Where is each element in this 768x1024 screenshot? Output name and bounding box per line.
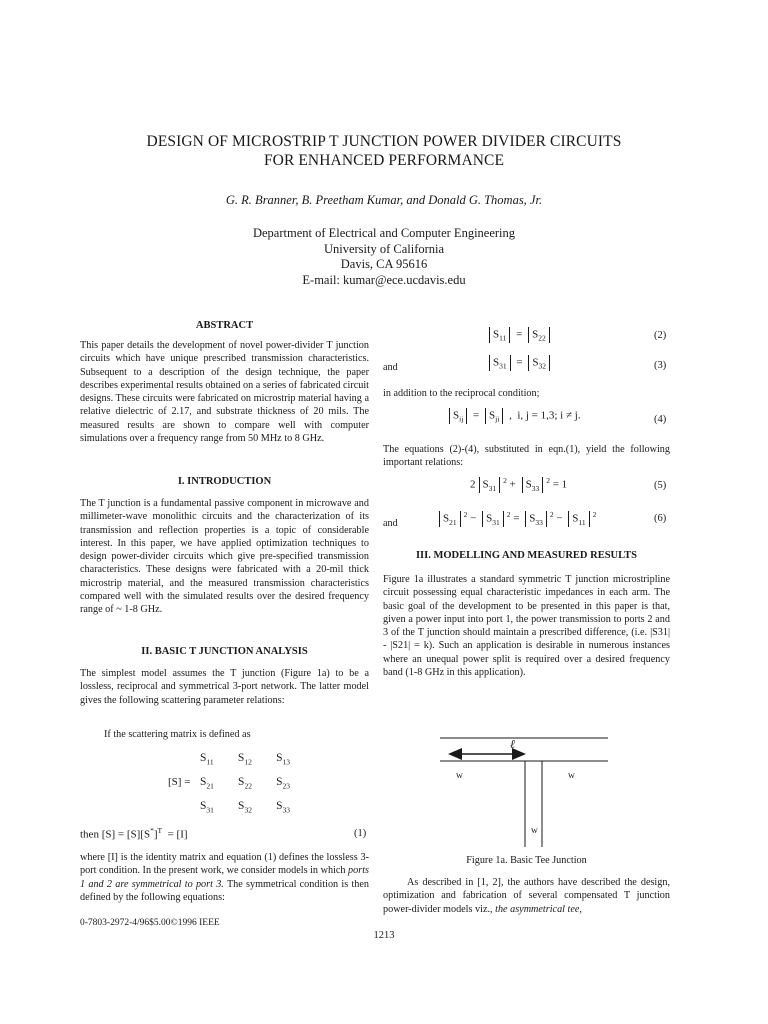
- matrix-intro: If the scattering matrix is defined as: [104, 729, 251, 740]
- lossless-text: [80, 851, 369, 904]
- equation-4-number: (4): [654, 414, 667, 425]
- authors: G. R. Branner, B. Preetham Kumar, and Donald G. Thomas, Jr.: [225, 193, 543, 207]
- introduction-heading: I. INTRODUCTION: [177, 476, 272, 487]
- eq1-bracket: ]: [153, 828, 158, 841]
- lossless-text-em: ports 1 and 2 are symmetrical to port 3.: [80, 865, 369, 890]
- matrix-cell: $S_{22}$: [238, 776, 252, 791]
- reciprocal-text: in addition to the reciprocal condition;: [383, 388, 540, 399]
- equation-6-number: (6): [654, 513, 667, 524]
- equation-3: $S_{31} = S_{32}$: [486, 355, 553, 371]
- figure-length-label: ℓ: [510, 737, 515, 751]
- eq1-lhs: then [S] = [S][S: [80, 828, 151, 841]
- eq6-and: and: [383, 518, 398, 529]
- matrix-cell: $S_{21}$: [200, 776, 214, 791]
- affiliation-email: E-mail: kumar@ece.ucdavis.edu: [302, 272, 466, 287]
- equation-1: then $[S] = [S][S^*]^T = [I]$: [80, 826, 188, 841]
- equation-1-number: (1): [354, 828, 367, 839]
- affiliation-dept: Department of Electrical and Computer Engineering: [252, 226, 516, 240]
- matrix-cell: $S_{32}$: [238, 800, 252, 815]
- matrix-row-2: [200, 776, 290, 800]
- matrix-label: [S] =: [168, 776, 191, 788]
- matrix-cell: $S_{31}$: [200, 800, 214, 815]
- paper-title-line-2: FOR ENHANCED PERFORMANCE: [263, 152, 505, 169]
- equation-3-number: (3): [654, 360, 667, 371]
- matrix-cell: $S_{13}$: [276, 752, 290, 767]
- affiliation-city: Davis, CA 95616: [340, 257, 428, 271]
- described-text: [383, 876, 670, 916]
- length-arrow-left: [448, 748, 462, 760]
- affiliation-univ: University of California: [323, 241, 445, 256]
- figure-w-label: w: [531, 826, 538, 836]
- equation-5: 2 $S_{31}^2 + S_{33}^2 = 1$: [470, 476, 568, 493]
- described-text-em: the asymmetrical tee,: [495, 903, 582, 915]
- figure-caption: Figure 1a. Basic Tee Junction: [466, 855, 587, 866]
- matrix-cell: $S_{12}$: [237, 752, 252, 767]
- matrix-row-1: [200, 752, 290, 776]
- tee-junction-figure: [440, 735, 620, 855]
- introduction-text: The T junction is a fundamental passive component in microwave and millimeter-wave monolithic circuits and the characterization of its transmission and reflection properties is a topic of considerable interest. In this paper, we have applied optimization techniques to design power-divider circuits which give pre-specified transmission characteristics. These designs were fabricated with a 20-mil thick microstrip material, and the measured transmission characteristics compared well with the simulated results over the desired frequency range of ~ 1-8 GHz.: [80, 498, 369, 616]
- equation-2: $S_{11} = S_{22}$: [486, 327, 553, 343]
- equation-2-number: (2): [654, 330, 667, 341]
- matrix-row-3: [200, 800, 290, 824]
- matrix-cell: $S_{11}$: [200, 752, 214, 767]
- basic-analysis-heading: II. BASIC T JUNCTION ANALYSIS: [141, 646, 308, 657]
- equation-4: $S_{ij} = S_{ji}$ , i, j = 1,3; i ≠ j.: [446, 408, 581, 424]
- scattering-matrix: [200, 752, 290, 824]
- lossless-text-b: The symmetrical condition is then defined by the following equations:: [80, 878, 370, 903]
- affiliation: [0, 226, 768, 288]
- abstract-heading: ABSTRACT: [195, 320, 254, 331]
- abstract-text: This paper details the development of novel power-divider T junction circuits which have unique prescribed transmission characteristics. Subsequent to a description of the design technique, the paper describes experimental results obtained on a series of fabricated circuit designs. These circuits were fabricated on microstrip material having a relative dielectric of 2.17, and substrate thickness of 20 mils. The measured results are shown to compare well with computer simulations over a frequency range from 50 MHz to 8 GHz.: [80, 340, 369, 445]
- lossless-text-a: where [I] is the identity matrix and equation (1) defines the lossless 3-port condition. In the present work, we consider models in which: [80, 852, 369, 877]
- eq3-and: and: [383, 362, 398, 373]
- substituted-text: The equations (2)-(4), substituted in eqn.(1), yield the following important relations:: [383, 444, 670, 469]
- basic-analysis-text: The simplest model assumes the T junction (Figure 1a) to be a lossless, reciprocal and symmetrical 3-port network. The latter model gives the following scattering parameter relations:: [80, 668, 369, 706]
- described-text-a: As described in [1, 2], the authors have described the design, optimization and fabrication of several compensated T junction power-divider models viz.,: [383, 877, 670, 915]
- figure-w-label: w: [456, 771, 463, 781]
- equation-5-number: (5): [654, 480, 667, 491]
- modelling-text: Figure 1a illustrates a standard symmetric T junction microstripline circuit possessing equal characteristic impedances in each arm. The basic goal of the development to be presented in this paper is that, given a power input into port 1, the power transmission to ports 2 and 3 of the T junction should maintain a prescribed difference, (i.e. |S31| - |S21| = k). Such an application is desirable in numerous instances where an unequal power split is required over a desired frequency band (1-8 GHz in this application).: [383, 574, 670, 679]
- equation-6: $S_{21}^2 - S_{31}^2 = S_{33}^2 - S_{11}^2$: [436, 510, 596, 527]
- eq1-rhs: = [I]: [167, 828, 188, 841]
- figure-w-label: w: [568, 771, 575, 781]
- matrix-cell: $S_{23}$: [276, 776, 290, 791]
- modelling-heading: III. MODELLING AND MEASURED RESULTS: [415, 550, 638, 561]
- eq4-condition: i, j = 1,3; i ≠ j.: [517, 409, 581, 422]
- footer-code: 0-7803-2972-4/96$5.00©1996 IEEE: [80, 918, 220, 928]
- page-number: 1213: [373, 930, 395, 941]
- paper-title-line-1: DESIGN OF MICROSTRIP T JUNCTION POWER DIVIDER CIRCUITS: [146, 133, 622, 150]
- matrix-cell: $S_{33}$: [276, 800, 290, 815]
